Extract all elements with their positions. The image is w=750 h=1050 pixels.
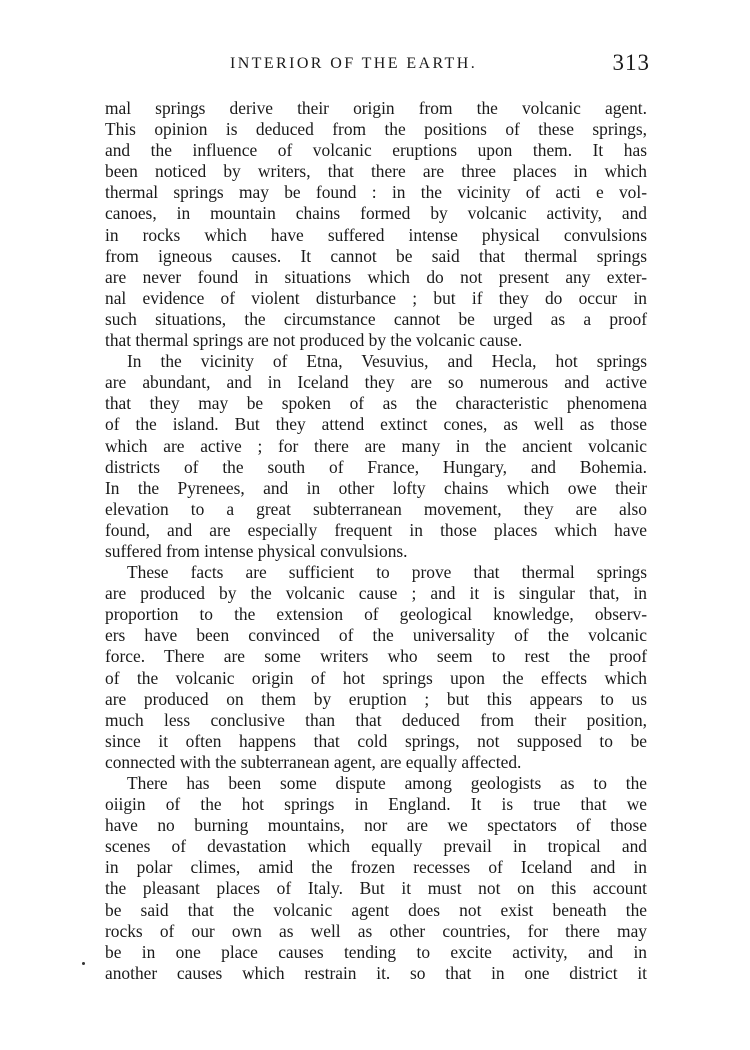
running-head <box>105 50 650 78</box>
text-line: are abundant, and in Iceland they are so numerous and active <box>105 372 647 393</box>
page-number: 313 <box>612 50 650 75</box>
text-line: in polar climes, amid the frozen recesses of Iceland and in <box>105 857 647 878</box>
text-line: mal springs derive their origin from the volcanic agent. <box>105 98 647 118</box>
text-line: since it often happens that cold springs, not supposed to be <box>105 730 647 751</box>
paragraph-1 <box>105 98 647 351</box>
text-line: the pleasant places of Italy. But it must not on this account <box>105 878 647 899</box>
text-line: be in one place causes tending to excite activity, and in <box>105 941 647 962</box>
text-line: are produced on them by eruption ; but this appears to us <box>105 688 647 709</box>
text-line: are never found in situations which do not present any exter- <box>105 266 647 287</box>
paragraph-3 <box>105 562 647 773</box>
text-line: There has been some dispute among geologists as to the <box>127 773 647 793</box>
text-line: connected with the subterranean agent, are equally affected. <box>105 751 522 772</box>
text-line: have no burning mountains, nor are we spectators of those <box>105 815 647 836</box>
text-line: be said that the volcanic agent does not exist beneath the <box>105 899 647 920</box>
text-line: of the volcanic origin of hot springs upon the effects which <box>105 667 647 688</box>
text-line: nal evidence of violent disturbance ; but if they do occur in <box>105 287 647 308</box>
paragraph-2 <box>105 351 647 562</box>
text-line: ers have been convinced of the universality of the volcanic <box>105 625 647 646</box>
text-line: suffered from intense physical convulsions. <box>105 540 408 561</box>
text-line: rocks of our own as well as other countries, for there may <box>105 920 647 941</box>
text-line: and the influence of volcanic eruptions upon them. It has <box>105 140 647 161</box>
text-line: These facts are sufficient to prove that thermal springs <box>127 562 647 583</box>
text-line: are produced by the volcanic cause ; and it is singular that, in <box>105 583 647 604</box>
running-title: INTERIOR OF THE EARTH. <box>230 55 478 72</box>
text-line: elevation to a great subterranean movement, they are also <box>105 498 647 519</box>
text-line: that they may be spoken of as the characteristic phenomena <box>105 393 647 414</box>
text-line: another causes which restrain it. so that in one district it <box>105 962 647 983</box>
text-line: districts of the south of France, Hungary, and Bohemia. <box>105 456 647 477</box>
text-line: canoes, in mountain chains formed by volcanic activity, and <box>105 203 647 224</box>
text-line: of the island. But they attend extinct cones, as well as those <box>105 414 647 435</box>
text-line: thermal springs may be found : in the vicinity of acti e vol- <box>105 182 647 203</box>
text-line: much less conclusive than that deduced from their position, <box>105 709 647 730</box>
text-line: force. There are some writers who seem to rest the proof <box>105 646 647 667</box>
text-line: been noticed by writers, that there are three places in which <box>105 161 647 182</box>
text-line: such situations, the circumstance cannot be urged as a proof <box>105 308 647 329</box>
text-line: scenes of devastation which equally prevail in tropical and <box>105 836 647 857</box>
paragraph-4 <box>105 773 647 984</box>
ink-speck <box>82 962 85 965</box>
text-line: In the vicinity of Etna, Vesuvius, and Hecla, hot springs <box>127 351 647 372</box>
text-line: which are active ; for there are many in the ancient volcanic <box>105 435 647 456</box>
text-line: found, and are especially frequent in those places which have <box>105 519 647 540</box>
text-line: from igneous causes. It cannot be said that thermal springs <box>105 245 647 266</box>
text-line: This opinion is deduced from the positions of these springs, <box>105 119 647 140</box>
text-line: proportion to the extension of geological knowledge, observ- <box>105 604 647 625</box>
body-text <box>105 98 647 984</box>
text-line: oiigin of the hot springs in England. It is true that we <box>105 794 647 815</box>
text-line: that thermal springs are not produced by the volcanic cause. <box>105 330 523 351</box>
text-line: In the Pyrenees, and in other lofty chains which owe their <box>105 477 647 498</box>
text-line: in rocks which have suffered intense physical convulsions <box>105 224 647 245</box>
